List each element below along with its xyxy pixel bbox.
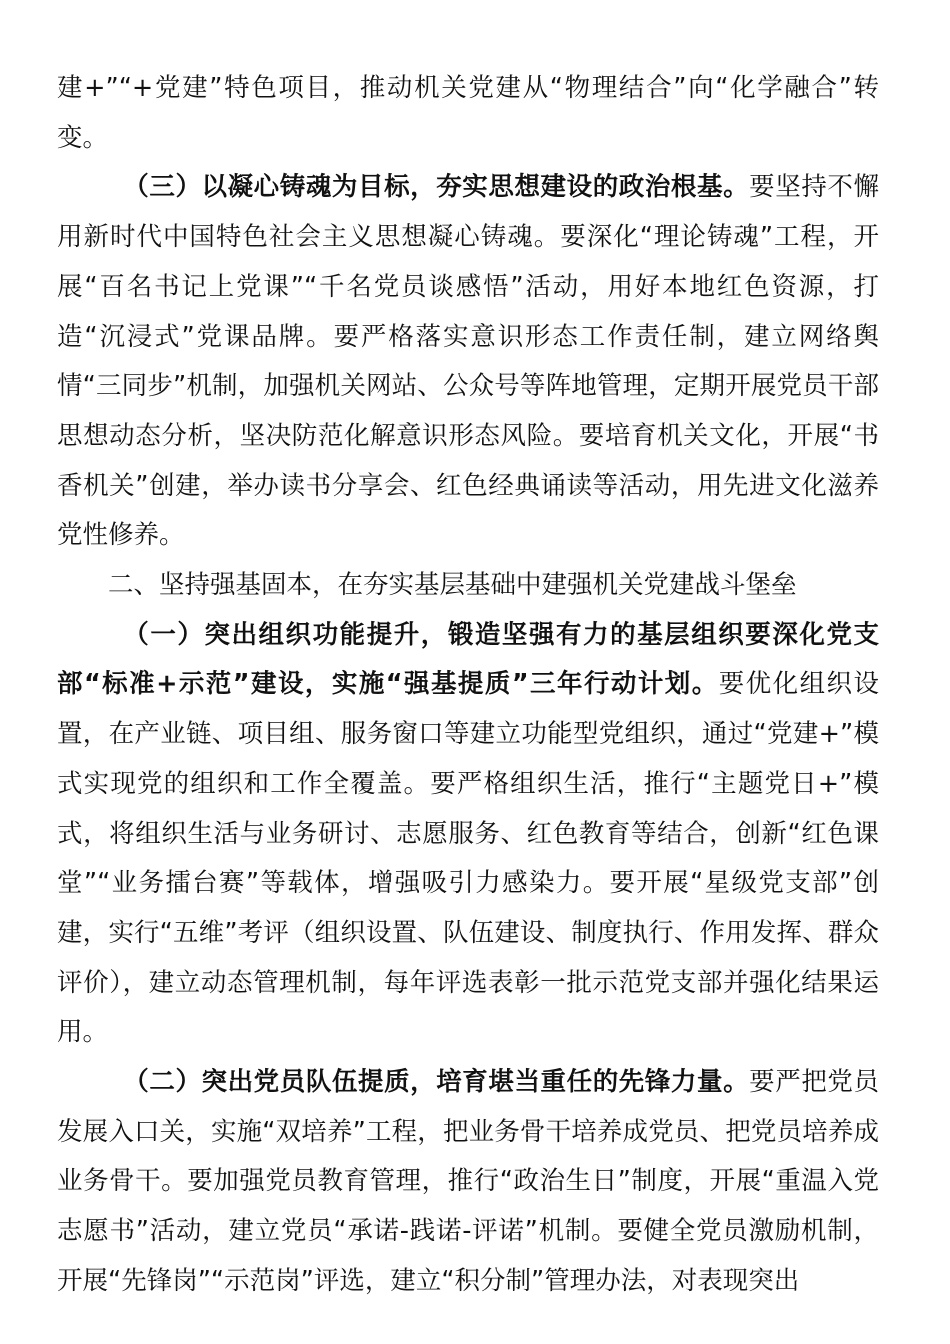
paragraph-section-3 <box>57 163 879 561</box>
paragraph-heading: （二）突出党员队伍提质，培育堪当重任的先锋力量。 <box>123 1067 750 1098</box>
paragraph-heading: （一）突出组织功能提升，锻造坚强有力的基层组织要深化党支部“标准+示范”建设，实施“强基提质”三年行动计划。 <box>57 619 879 700</box>
paragraph-subsection-1 <box>57 611 879 1058</box>
paragraph-text: 要优化组织设置，在产业链、项目组、服务窗口等建立功能型党组织，通过“党建+”模式实现党的组织和工作全覆盖。要严格组织生活，推行“主题党日+”模式，将组织生活与业务研讨、志愿服务、红色教育等结合，创新“红色课堂”“业务擂台赛”等载体，增强吸引力感染力。要开展“星级党支部”创建，实行“五维”考评（组织设置、队伍建设、制度执行、作用发挥、群众评价），建立动态管理机制，每年评选表彰一批示范党支部并强化结果运用。 <box>57 669 879 1048</box>
paragraph-heading: （三）以凝心铸魂为目标，夯实思想建设的政治根基。 <box>123 172 750 203</box>
paragraph-text: 建+”“+党建”特色项目，推动机关党建从“物理结合”向“化学融合”转变。 <box>57 73 879 153</box>
paragraph-text: 要坚持不懈用新时代中国特色社会主义思想凝心铸魂。要深化“理论铸魂”工程，开展“百名书记上党课”“千名党员谈感悟”活动，用好本地红色资源，打造“沉浸式”党课品牌。要严格落实意识形态工作责任制，建立网络舆情“三同步”机制，加强机关网站、公众号等阵地管理，定期开展党员干部思想动态分析，坚决防范化解意识形态风险。要培育机关文化，开展“书香机关”创建，举办读书分享会、红色经典诵读等活动，用先进文化滋养党性修养。 <box>57 172 879 551</box>
paragraph-text: 要严把党员发展入口关，实施“双培养”工程，把业务骨干培养成党员、把党员培养成业务骨干。要加强党员教育管理，推行“政治生日”制度，开展“重温入党志愿书”活动，建立党员“承诺-践诺-评诺”机制。要健全党员激励机制，开展“先锋岗”“示范岗”评选，建立“积分制”管理办法，对表现突出 <box>57 1067 879 1296</box>
document-page <box>57 64 879 1307</box>
paragraph-subsection-2 <box>57 1058 879 1307</box>
paragraph-continuation <box>57 64 879 163</box>
section-heading-2 <box>57 561 879 611</box>
section-heading-text: 二、坚持强基固本，在夯实基层基础中建强机关党建战斗堡垒 <box>108 570 797 601</box>
